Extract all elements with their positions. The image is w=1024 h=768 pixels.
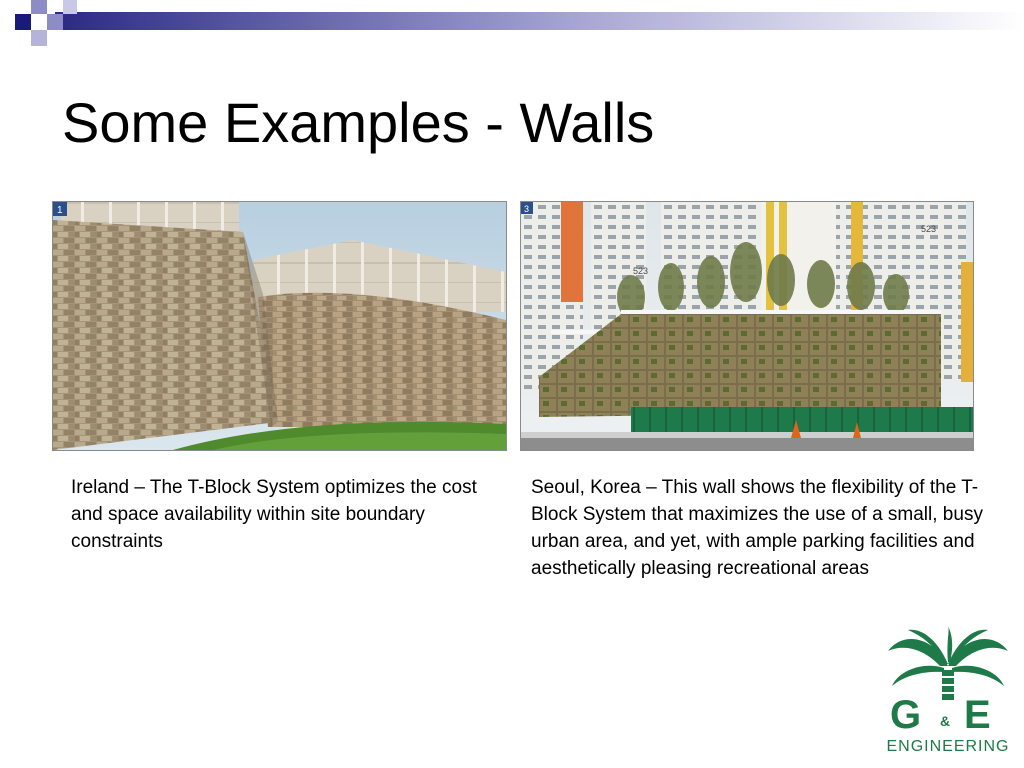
ireland-wall-photo <box>52 201 507 451</box>
company-logo <box>878 626 1018 760</box>
building-number: 523 <box>633 266 649 276</box>
building-number: 523 <box>921 224 937 234</box>
slide-title: Some Examples - Walls <box>62 91 655 154</box>
photo-badge: 1 <box>57 205 63 216</box>
photo-badge: 3 <box>524 204 530 214</box>
header-decoration <box>0 0 1024 50</box>
header-gradient-bar <box>55 12 1024 30</box>
svg-text:G: G <box>890 693 922 737</box>
header-square <box>31 0 47 14</box>
caption-ireland: Ireland – The T-Block System optimizes the cost and space availability within site boundary constraints <box>71 477 477 552</box>
svg-text:&: & <box>940 713 951 729</box>
header-square <box>47 14 63 30</box>
header-square <box>15 14 31 30</box>
caption-seoul: Seoul, Korea – This wall shows the flexibility of the T-Block System that maximizes the use of a small, busy urban area, and yet, with ample parking facilities and aesthetically pleasing recreational areas <box>531 477 983 579</box>
header-square <box>31 30 47 46</box>
seoul-wall-photo <box>520 201 974 451</box>
header-square <box>63 0 77 14</box>
logo-engineering-text: ENGINEERING <box>886 738 1010 755</box>
svg-text:E: E <box>964 693 991 737</box>
